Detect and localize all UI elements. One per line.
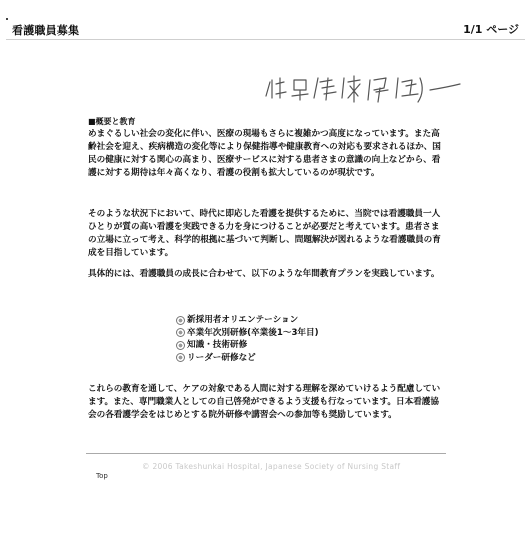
list-item-label: リーダー研修など <box>187 352 256 363</box>
bullet-icon <box>176 353 185 362</box>
footer-copyright: © 2006 Takeshunkai Hospital, Japanese Society of Nursing Staff <box>142 462 401 471</box>
document-title: 看護職員募集 <box>12 24 80 37</box>
closing-paragraph: これらの教育を通して、ケアの対象である人間に対する理解を深めていけるよう配慮しています。また、専門職業人としての自己啓発ができるよう支援も行なっています。日本看護協会の各看護学会をはじめとする院外研修や講習会への参加等も奨励しています。 <box>88 384 441 420</box>
section-heading: ■概要と教育 <box>88 117 136 126</box>
list-item <box>176 339 319 352</box>
footer-divider <box>86 453 446 454</box>
handwritten-signature-icon <box>262 68 462 108</box>
list-item-label: 新採用者オリエンテーション <box>187 315 299 325</box>
page-indicator: 1/1 ページ <box>463 23 519 36</box>
plan-intro-paragraph: 具体的には、看護職員の成長に合わせて、以下のような年間教育プランを実践しています。 <box>88 269 440 279</box>
bullet-icon <box>176 328 185 337</box>
intro-paragraph: めまぐるしい社会の変化に伴い、医療の現場もさらに複雑かつ高度になっています。また高齢社会を迎え、疾病構造の変化等により保健指導や健康教育への対応も要求されるほか、国民の健康に対する関心の高まり、医療サービスに対する患者さまの意識の向上などから、看護に対する期待は年々高くなり、看護の役割も拡大しているのが現状です。 <box>88 129 441 178</box>
list-item <box>176 352 319 365</box>
bullet-icon <box>176 341 185 350</box>
list-item <box>176 327 319 340</box>
education-plan-list <box>176 314 319 364</box>
list-item <box>176 314 319 327</box>
policy-paragraph: そのような状況下において、時代に即応した看護を提供するために、当院では看護職員一人ひとりが質の高い看護を実践できる力を身につけることが必要だと考えています。患者さまの立場に立って考え、科学的根拠に基づいて判断し、問題解決が図れるような看護職員の育成を目指しています。 <box>88 209 441 258</box>
list-item-label: 卒業年次別研修(卒業後1～3年目) <box>187 327 319 338</box>
header-divider <box>6 39 525 40</box>
list-item-label: 知識・技術研修 <box>187 340 248 350</box>
top-link[interactable]: Top <box>96 472 108 480</box>
corner-mark <box>6 18 8 20</box>
bullet-icon <box>176 316 185 325</box>
